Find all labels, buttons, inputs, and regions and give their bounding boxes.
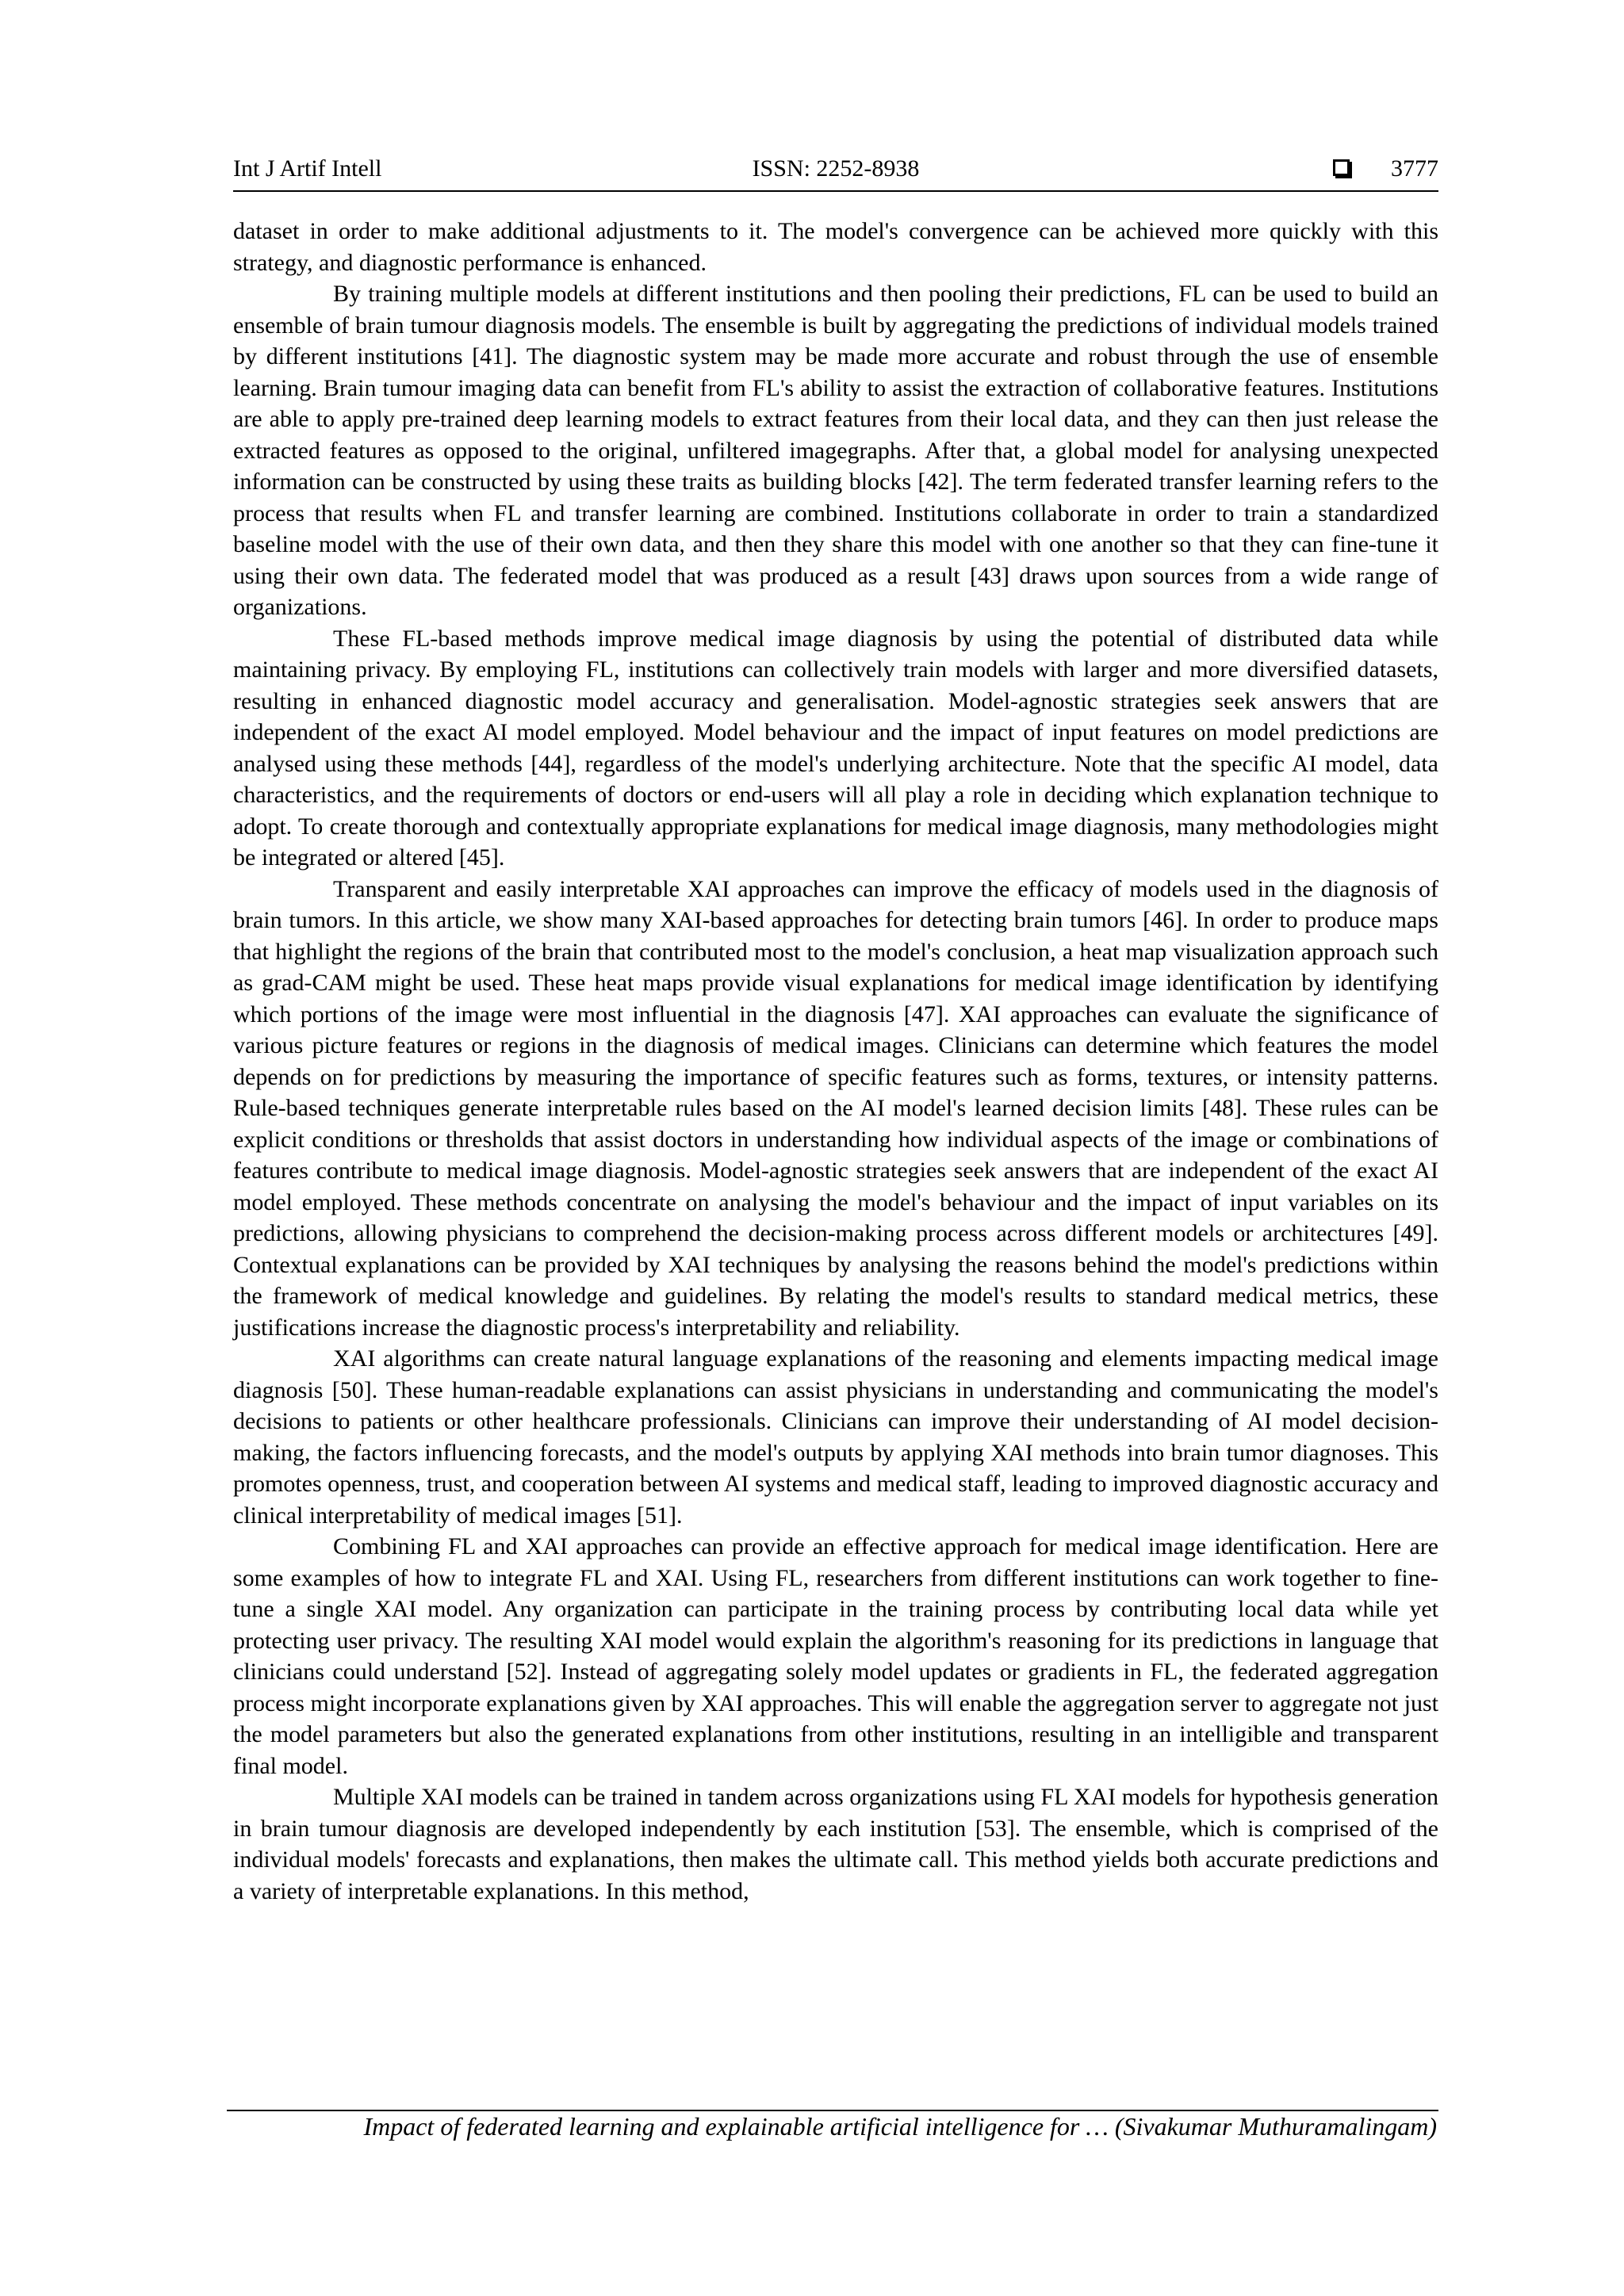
paragraph: Combining FL and XAI approaches can provide an effective approach for medical image identification. Here are some examples of how to integrate FL and XAI. Using FL, researchers from different institutions can work together to fine-tune a single XAI model. Any organization can participate in the training process by contributing local data while yet protecting user privacy. The resulting XAI model would explain the algorithm's reasoning for its predictions in language that clinicians could understand [52]. Instead of aggregating solely model updates or gradients in FL, the federated aggregation process might incorporate explanations given by XAI approaches. This will enable the aggregation server to aggregate not just the model parameters but also the generated explanations from other institutions, resulting in an intelligible and transparent final model. — [233, 1533, 1438, 1779]
journal-name: Int J Artif Intell — [233, 155, 382, 182]
paragraph: Multiple XAI models can be trained in tandem across organizations using FL XAI models for hypothesis generation in brain tumour diagnosis are developed independently by each institution [53]. The ensemble, which is comprised of the individual models' forecasts and explanations, then makes the ultimate call. This method yields both accurate predictions and a variety of interpretable explanations. In this method, — [233, 1784, 1438, 1904]
paragraph: dataset in order to make additional adjustments to it. The model's convergence can be achieved more quickly with this strategy, and diagnostic performance is enhanced. — [233, 218, 1438, 276]
paragraph: By training multiple models at different institutions and then pooling their predictions, FL can be used to build an ensemble of brain tumour diagnosis models. The ensemble is built by aggregating the predictions of individual models trained by different institutions [41]. The diagnostic system may be made more accurate and robust through the use of ensemble learning. Brain tumour imaging data can benefit from FL's ability to assist the extraction of collaborative features. Institutions are able to apply pre-trained deep learning models to extract features from their local data, and they can then just release the extracted features as opposed to the original, unfiltered imagegraphs. After that, a global model for analysing unexpected information can be constructed by using these traits as building blocks [42]. The term federated transfer learning refers to the process that results when FL and transfer learning are combined. Institutions collaborate in order to train a standardized baseline model with the use of their own data, and then they share this model with one another so that they can fine-tune it using their own data. The federated model that was produced as a result [43] draws upon sources from a wide range of organizations. — [233, 281, 1438, 620]
paragraph: Transparent and easily interpretable XAI approaches can improve the efficacy of models used in the diagnosis of brain tumors. In this article, we show many XAI-based approaches for detecting brain tumors [46]. In order to produce maps that highlight the regions of the brain that contributed most to the model's conclusion, a heat map visualization approach such as grad-CAM might be used. These heat maps provide visual explanations for medical image identification by identifying which portions of the image were most influential in the diagnosis [47]. XAI approaches can evaluate the significance of various picture features or regions in the diagnosis of medical images. Clinicians can determine which features the model depends on for predictions by measuring the importance of specific features such as forms, textures, or intensity patterns. Rule-based techniques generate interpretable rules based on the AI model's learned decision limits [48]. These rules can be explicit conditions or thresholds that assist doctors in understanding how individual aspects of the image or combinations of features contribute to medical image diagnosis. Model-agnostic strategies seek answers that are independent of the exact AI model employed. These methods concentrate on analysing the model's behaviour and the impact of input variables on its predictions, allowing physicians to comprehend the decision-making process across different models or architectures [49]. Contextual explanations can be provided by XAI techniques by analysing the reasons behind the model's predictions within the framework of medical knowledge and guidelines. By relating the model's results to standard medical metrics, these justifications increase the diagnostic process's interpretability and reliability. — [233, 875, 1438, 1341]
page-header — [233, 155, 1438, 192]
box-icon — [1333, 159, 1350, 176]
body-text — [233, 216, 1438, 1907]
running-footer: Impact of federated learning and explainable artificial intelligence for … (Sivakumar Muthuramalingam) — [363, 2112, 1437, 2141]
paragraph: These FL-based methods improve medical image diagnosis by using the potential of distributed data while maintaining privacy. By employing FL, institutions can collectively train models with larger and more diversified datasets, resulting in enhanced diagnostic model accuracy and generalisation. Model-agnostic strategies seek answers that are independent of the exact AI model employed. Model behaviour and the impact of input features on model predictions are analysed using these methods [44], regardless of the model's underlying architecture. Note that the specific AI model, data characteristics, and the requirements of doctors or end-users will all play a role in deciding which explanation technique to adopt. To create thorough and contextually appropriate explanations for medical image diagnosis, many methodologies might be integrated or altered [45]. — [233, 625, 1438, 871]
page-number: 3777 — [1391, 155, 1438, 182]
issn: ISSN: 2252-8938 — [752, 155, 920, 182]
paragraph: XAI algorithms can create natural language explanations of the reasoning and elements impacting medical image diagnosis [50]. These human-readable explanations can assist physicians in understanding and communicating the model's decisions to patients or other healthcare professionals. Clinicians can improve their understanding of AI model decision-making, the factors influencing forecasts, and the model's outputs by applying XAI methods into brain tumor diagnoses. This promotes openness, trust, and cooperation between AI systems and medical staff, leading to improved diagnostic accuracy and clinical interpretability of medical images [51]. — [233, 1345, 1438, 1529]
footer-divider — [227, 2110, 1438, 2111]
